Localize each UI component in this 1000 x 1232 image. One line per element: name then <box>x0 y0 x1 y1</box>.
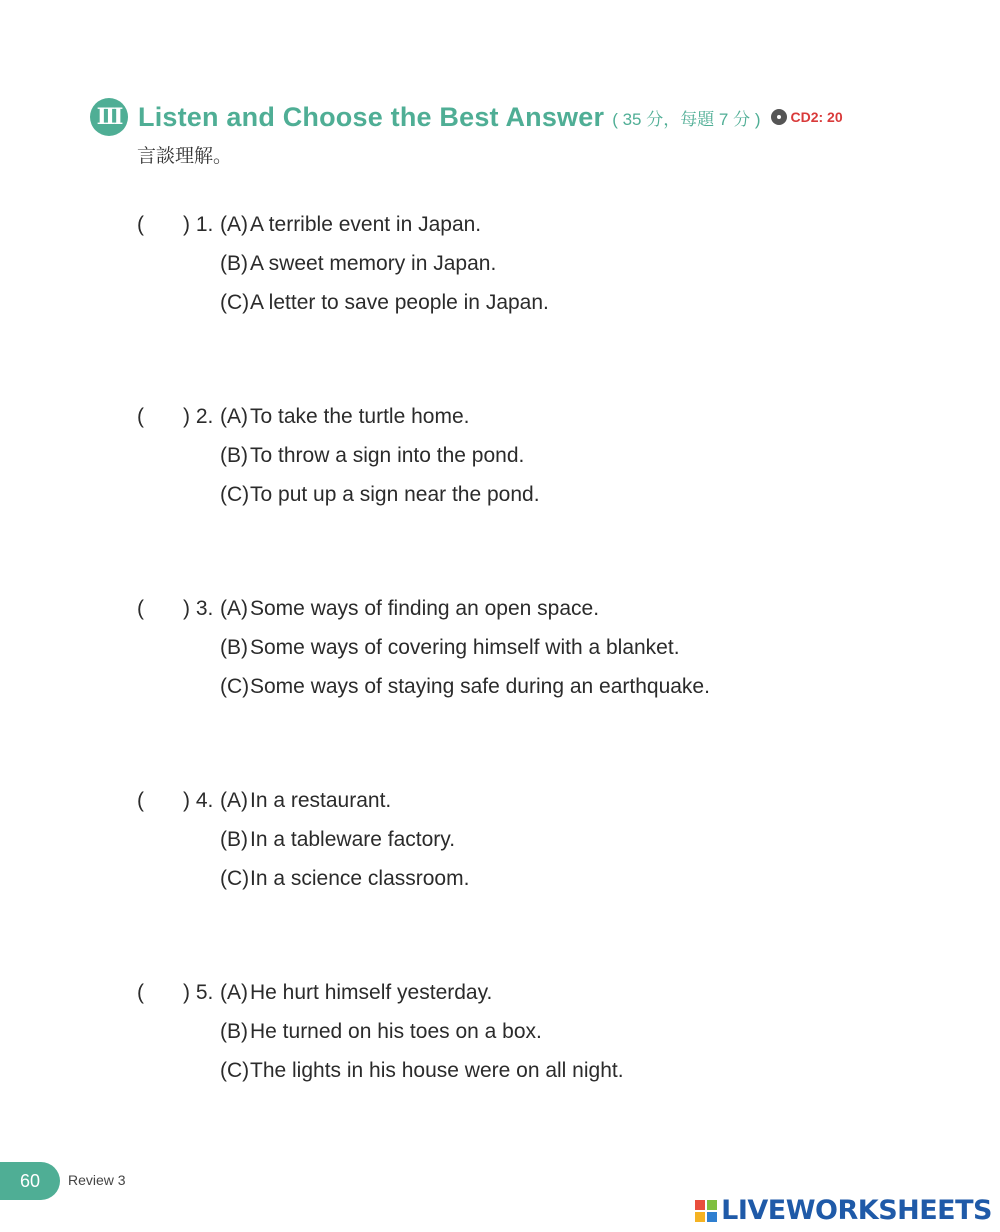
logo-cell <box>695 1212 705 1222</box>
answer-option <box>220 475 540 514</box>
option-letter: (C) <box>220 291 250 314</box>
liveworksheets-watermark <box>695 1195 992 1226</box>
answer-option <box>220 244 496 283</box>
answer-option <box>220 1051 624 1090</box>
option-letter: (C) <box>220 867 250 890</box>
option-text: To take the turtle home. <box>250 405 470 428</box>
option-text: Some ways of covering himself with a blanket. <box>250 636 680 659</box>
answer-option <box>220 973 492 1012</box>
option-text: He hurt himself yesterday. <box>250 981 493 1004</box>
score-info: ( 35 分，每題 7 分 ) <box>612 109 761 129</box>
option-text: To put up a sign near the pond. <box>250 483 540 506</box>
answer-option <box>220 820 455 859</box>
option-text: In a restaurant. <box>250 789 392 812</box>
section-header <box>90 96 843 138</box>
answer-blank-open[interactable]: ( <box>137 789 144 812</box>
answer-option <box>220 1012 542 1051</box>
answer-option <box>220 283 549 322</box>
question-number: ) 5. <box>183 981 214 1004</box>
watermark-text: LIVEWORKSHEETS <box>721 1195 992 1226</box>
logo-cell <box>707 1212 717 1222</box>
question-number: ) 2. <box>183 405 214 428</box>
logo-cell <box>707 1200 717 1210</box>
option-text: The lights in his house were on all night. <box>250 1059 624 1082</box>
answer-option <box>220 781 391 820</box>
liveworksheets-logo-icon <box>695 1200 717 1222</box>
option-letter: (B) <box>220 444 248 467</box>
answer-option <box>220 667 710 706</box>
section-title: Listen and Choose the Best Answer <box>138 101 605 132</box>
page-number: 60 <box>19 1170 41 1191</box>
answer-blank-open[interactable]: ( <box>137 213 144 236</box>
option-letter: (C) <box>220 675 250 698</box>
option-letter: (C) <box>220 1059 250 1082</box>
option-letter: (B) <box>220 828 248 851</box>
option-text: Some ways of staying safe during an earthquake. <box>250 675 710 698</box>
option-letter: (B) <box>220 636 248 659</box>
logo-cell <box>695 1200 705 1210</box>
question-number: ) 3. <box>183 597 214 620</box>
cd-track-label: CD2: 20 <box>790 109 843 125</box>
answer-option <box>220 628 680 667</box>
option-text: He turned on his toes on a box. <box>250 1020 542 1043</box>
cd-track <box>771 109 843 125</box>
question-number: ) 1. <box>183 213 214 236</box>
option-letter: (B) <box>220 252 248 275</box>
option-text: In a science classroom. <box>250 867 470 890</box>
option-text: Some ways of finding an open space. <box>250 597 600 620</box>
answer-option <box>220 397 469 436</box>
option-letter: (C) <box>220 483 250 506</box>
option-letter: (B) <box>220 1020 248 1043</box>
option-letter: (A) <box>220 597 248 620</box>
answer-option <box>220 589 599 628</box>
answer-blank-open[interactable]: ( <box>137 981 144 1004</box>
section-number-badge: III <box>90 98 128 136</box>
section-subtitle: 言談理解。 <box>137 146 233 167</box>
option-letter: (A) <box>220 405 248 428</box>
option-letter: (A) <box>220 981 248 1004</box>
footer-label: Review 3 <box>68 1172 126 1188</box>
option-text: A terrible event in Japan. <box>250 213 482 236</box>
option-text: To throw a sign into the pond. <box>250 444 525 467</box>
answer-option <box>220 859 469 898</box>
option-text: In a tableware factory. <box>250 828 456 851</box>
page-number-tab <box>0 1162 60 1200</box>
option-text: A sweet memory in Japan. <box>250 252 497 275</box>
cd-icon <box>771 109 787 125</box>
option-letter: (A) <box>220 213 248 236</box>
answer-option <box>220 436 524 475</box>
answer-blank-open[interactable]: ( <box>137 597 144 620</box>
answer-option <box>220 205 481 244</box>
answer-blank-open[interactable]: ( <box>137 405 144 428</box>
option-text: A letter to save people in Japan. <box>250 291 549 314</box>
option-letter: (A) <box>220 789 248 812</box>
question-number: ) 4. <box>183 789 214 812</box>
